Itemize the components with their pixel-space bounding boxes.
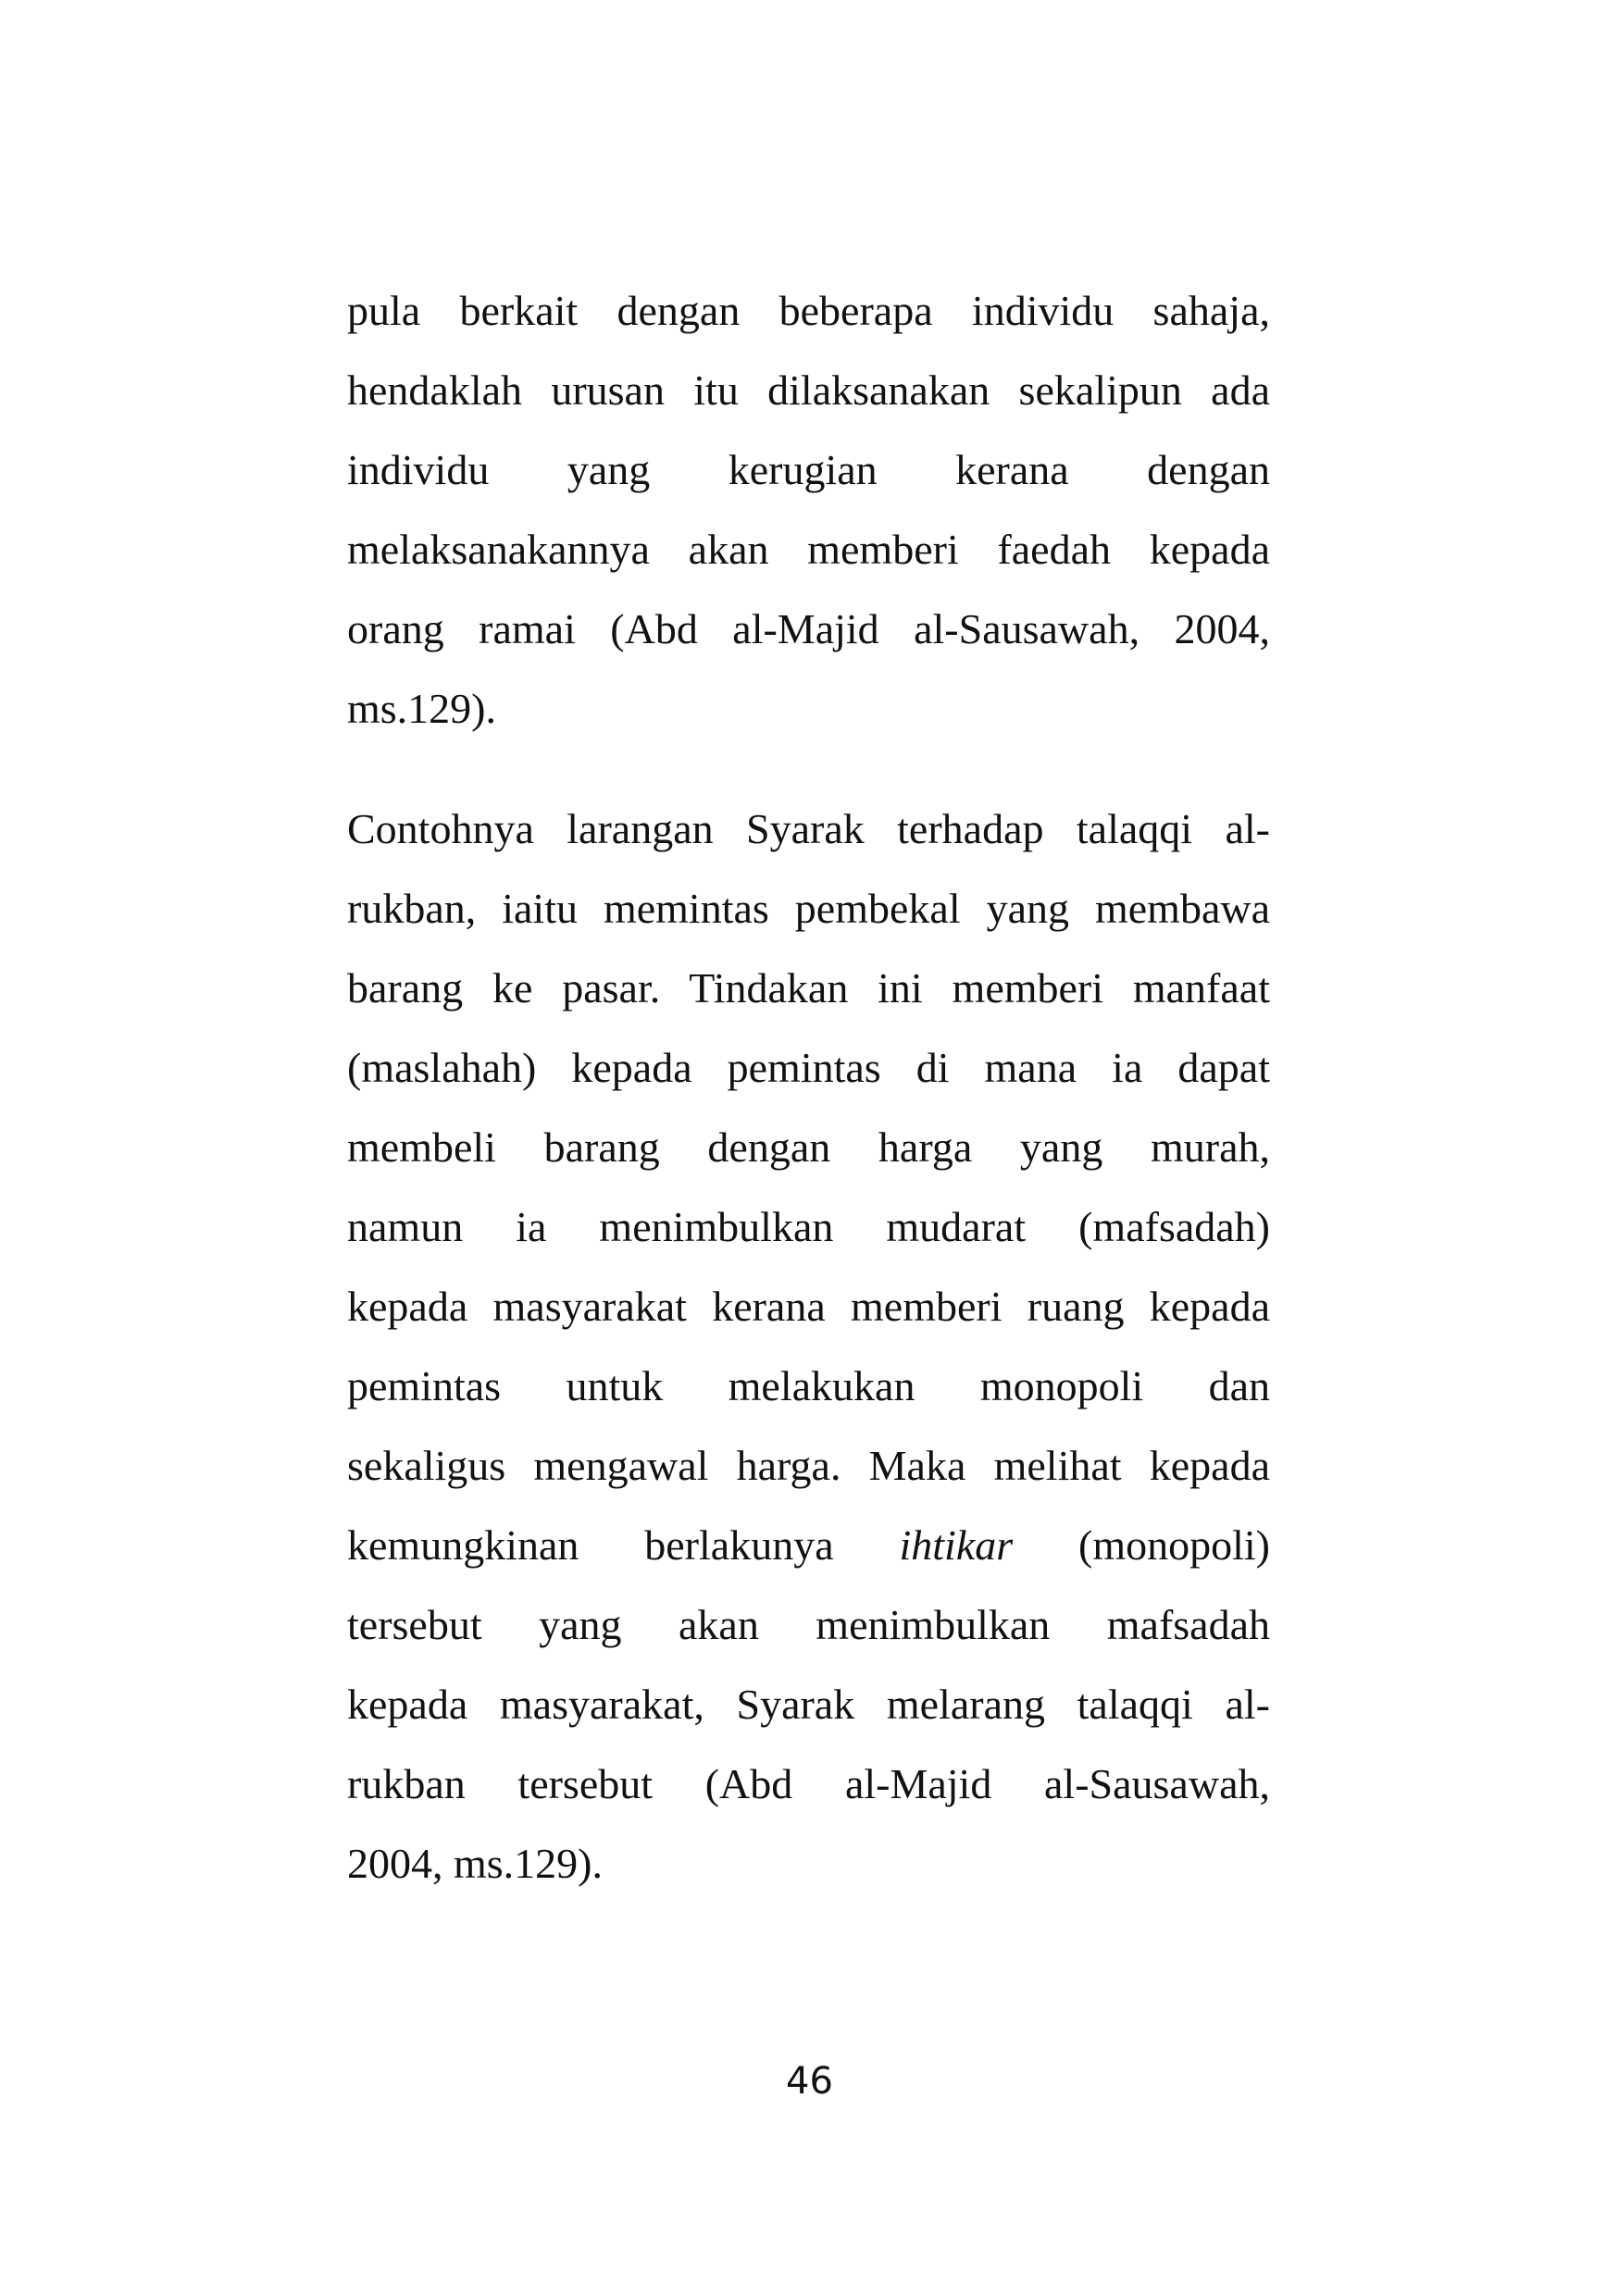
body-paragraph-2 (347, 789, 1270, 1904)
body-paragraph-1 (347, 271, 1270, 749)
page-number: 46 (786, 2060, 833, 2103)
text-line-with-italic (347, 1506, 1270, 1585)
text-line: namun ia menimbulkan mudarat (mafsadah) (347, 1203, 1270, 1250)
text-run: kemungkinan berlakunya (347, 1521, 900, 1569)
text-line: rukban tersebut (Abd al-Majid al-Sausawah, (347, 1760, 1270, 1807)
text-line: ms.129). (347, 685, 496, 732)
text-line: tersebut yang akan menimbulkan mafsadah (347, 1601, 1270, 1648)
text-run: (monopoli) (1013, 1521, 1270, 1569)
text-line: 2004, ms.129). (347, 1840, 603, 1887)
text-line: pula berkait dengan beberapa individu sahaja, (347, 287, 1270, 334)
text-line: rukban, iaitu memintas pembekal yang membawa (347, 885, 1270, 932)
text-line: kepada masyarakat, Syarak melarang talaqqi al- (347, 1681, 1270, 1728)
text-line: barang ke pasar. Tindakan ini memberi manfaat (347, 964, 1270, 1011)
italic-term: ihtikar (899, 1521, 1014, 1569)
text-line: individu yang kerugian kerana dengan (347, 446, 1270, 493)
text-line: melaksanakannya akan memberi faedah kepada (347, 526, 1270, 573)
text-line: Contohnya larangan Syarak terhadap talaqqi al- (347, 805, 1270, 852)
text-line: sekaligus mengawal harga. Maka melihat kepada (347, 1442, 1270, 1489)
text-line: (maslahah) kepada pemintas di mana ia dapat (347, 1044, 1270, 1091)
text-line: pemintas untuk melakukan monopoli dan (347, 1362, 1270, 1409)
text-line: orang ramai (Abd al-Majid al-Sausawah, 2004, (347, 605, 1270, 652)
text-line: membeli barang dengan harga yang murah, (347, 1123, 1270, 1171)
text-line: kepada masyarakat kerana memberi ruang kepada (347, 1283, 1270, 1330)
text-line: hendaklah urusan itu dilaksanakan sekalipun ada (347, 366, 1270, 414)
